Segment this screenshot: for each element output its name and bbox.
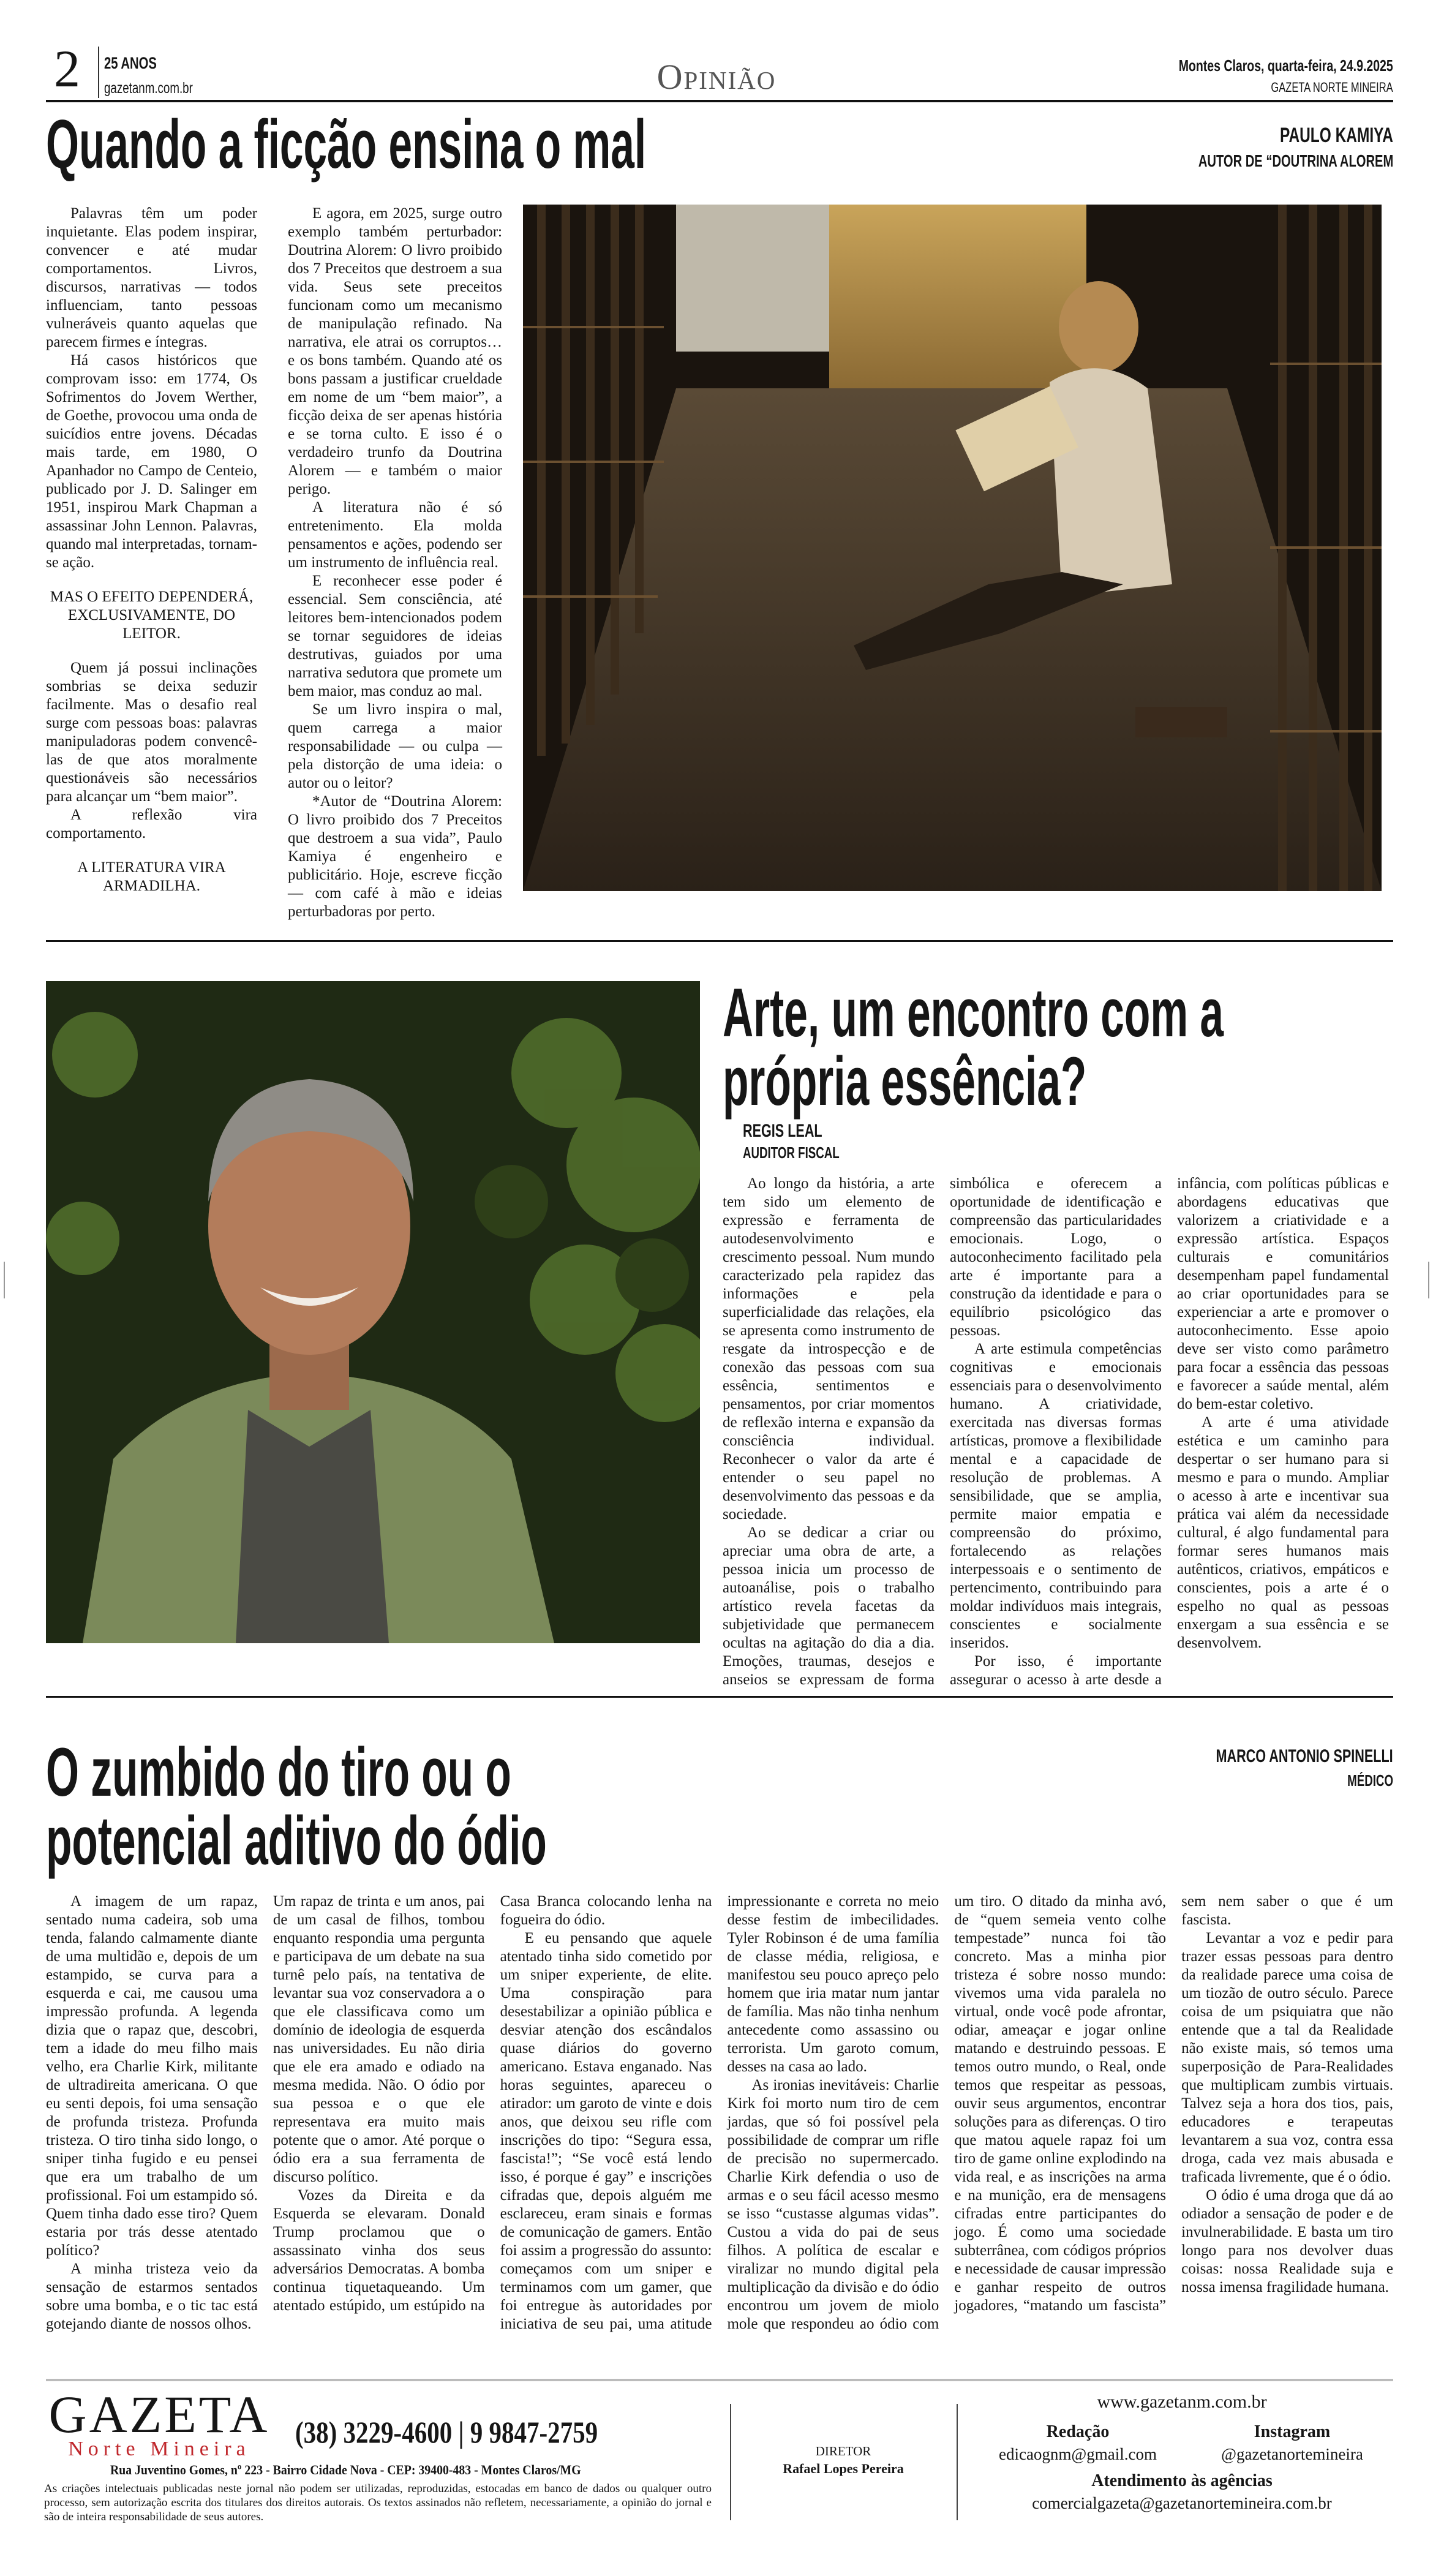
footer-rule <box>46 2379 1393 2381</box>
director-name: Rafael Lopes Pereira <box>783 2461 904 2476</box>
page-number: 2 <box>54 39 80 98</box>
header-site-link[interactable]: gazetanm.com.br <box>104 80 193 97</box>
section-title: Opinião <box>656 57 777 97</box>
gazeta-logo <box>46 2385 273 2460</box>
author-name: MARCO ANTONIO SPINELLI <box>1216 1746 1393 1766</box>
logo-subtitle: Norte Mineira <box>68 2438 250 2460</box>
paragraph: *Autor de “Doutrina Alorem: O livro proibido dos 7 Preceitos que destroem a sua vida”, Paulo Kamiya é engenheiro e publicitário. Hoje, escreve ficção — com café à mão e ideias perturbadoras por perto. <box>288 793 502 920</box>
paragraph: Ao se dedicar a criar ou apreciar uma obra de arte, a pessoa inicia um processo de autoanálise, pois o trabalho artístico revela facetas da subjetividade que permanecem ocultas na agitação do dia a dia. Emoções, traumas, desejos e anseios se expressam de forma simbólica e oferecem a oportunidade de identificação e compreensão das particularidades emocionais. Logo, o autoconhecimento facilitado pela arte é importante para a construção da identidade e para o equilíbrio psicológico das pessoas. <box>723 1175 1162 1688</box>
header-rule <box>46 100 1393 102</box>
paragraph: Palavras têm um poder inquietante. Elas podem inspirar, convencer e até mudar comportamentos. Livros, discursos, narrativas — todos influenciam, tanto pessoas vulneráveis quanto aquelas que parecem firmes e íntegras. <box>46 205 257 350</box>
woman-reading-in-library-photo <box>523 205 1382 891</box>
footer-disclaimer: As criações intelectuais publicadas neste jornal não podem ser utilizadas, reproduzidas, estocadas em banco de dados ou qualquer outro processo, sem autorização escrita dos titulares dos direitos autorais. Os textos assinados não refletem, necessariamente, a opinião do jornal e são de inteira responsabilidade de seus autores. <box>44 2482 712 2523</box>
author-name: REGIS LEAL <box>743 1121 822 1141</box>
instagram-label: Instagram <box>1254 2422 1331 2441</box>
article-column <box>46 205 257 911</box>
agencies-email-link[interactable]: comercialgazeta@gazetanortemineira.com.br <box>1032 2494 1332 2512</box>
footer-website-link[interactable]: www.gazetanm.com.br <box>1097 2392 1267 2412</box>
paragraph: A literatura não é só entretenimento. Ela molda pensamentos e ações, podendo ser um instrumento de influência real. <box>288 499 502 571</box>
paragraph: As ironias inevitáveis: Charlie Kirk foi morto num tiro de cem jardas, que só foi possível pela possibilidade de comprar um rifle de precisão no supermercado. Charlie Kirk defendia o uso de armas e o seu fácil acesso mesmo se isso “custasse algumas vidas”. Custou a vida do pai de seus filhos. A política de escalar e viralizar no mundo digital pela multiplicação da divisão e do ódio encontrou um jovem de miolo mole que respondeu ao ódio com um tiro. O ditado da minha avó, de “quem semeia vento colhe tempestade” nunca foi tão concreto. Mas a minha pior tristeza é sobre nosso mundo: vivemos uma vida paralela no virtual, onde você pode afrontar, odiar, ameaçar e jogar online matando e destruindo pessoas. E temos outro mundo, o Real, onde temos que respeitar as pessoas, ouvir seus argumentos, encontrar soluções para as diferenças. O tiro que matou aquele rapaz foi um tiro de game online explodindo na vida real, e as inscrições na arma e na munição, era de mensagens cifradas entre participantes do jogo. É como uma sociedade subterrânea, com códigos próprios e necessidade de causar impressão e ganhar respeito de outros jogadores, “matando um fascista” sem nem saber o que é um fascista. <box>727 1893 1393 2332</box>
paragraph: Ao longo da história, a arte tem sido um elemento de expressão e ferramenta de autodesenvolvimento e crescimento pessoal. Num mundo caracterizado pela rapidez das informações e pela superficialidade das relações, ela se apresenta como instrumento de resgate da introspecção e de conexão das pessoas com sua essência, sentimentos e pensamentos, por criar momentos de reflexão interna e expansão da consciência individual. Reconhecer o valor da arte é entender o seu papel no desenvolvimento das pessoas e da sociedade. <box>723 1175 935 1523</box>
regis-leal-portrait-photo <box>46 981 700 1643</box>
author-role: AUTOR DE “DOUTRINA ALOREM <box>1198 151 1393 170</box>
paragraph: E eu pensando que aquele atentado tinha sido cometido por um sniper experiente, de elite. Uma conspiração para desestabilizar a opinião pública e desviar atenção dos escândalos quase diários do governo americano. Estava enganado. Nas horas seguintes, apareceu o atirador: um garoto de vinte e dois anos, que deixou seu rifle com inscrições do tipo: “Segura essa, fascista!”; “Se você está lendo isso, é porque é gay” e inscrições cifradas que, depois alguém me esclareceu, eram sinais e formas de comunicação de gamers. Então foi assim a progressão do assunto: começamos com um sniper e terminamos com um gamer, que foi entregue às autoridades por iniciativa de seu pai, uma atitude impressionante e correta no meio desse festim de imbecilidades. Tyler Robinson é de uma família de classe média, religiosa, e manifestou seu pouco apreço pelo homem que iria matar num jantar de família. Mas não tinha nenhum antecedente como assassino ou terrorista. Um garoto comum, desses na casa ao lado. <box>500 1893 939 2332</box>
article-headline: Arte, um encontro com a <box>723 974 1224 1051</box>
paragraph: Por isso, é importante assegurar o acesso à arte desde a infância, com políticas públicas e abordagens educativas que valorizem a criatividade e a expressão artística. Espaços culturais e comunitários desempenham papel fundamental ao criar oportunidades para se experienciar a arte e promover o autoconhecimento. Esse apoio deve ser visto como parâmetro para focar a essência das pessoas e favorecer a saúde mental, além do bem-estar coletivo. <box>950 1175 1389 1688</box>
article-headline-line2: própria essência? <box>723 1043 1087 1120</box>
article-column <box>288 205 502 921</box>
paragraph: E reconhecer esse poder é essencial. Sem consciência, até leitores bem-intencionados podem se tornar seguidores de ideias destrutivas, guiados por uma narrativa sedutora que promete um bem maior, mas conduz ao mal. <box>288 573 502 699</box>
director-label: DIRETOR <box>815 2444 871 2458</box>
paragraph: Vozes da Direita e da Esquerda se elevaram. Donald Trump proclamou que o assassinato vinha dos seus adversários Democratas. A bomba continua tiquetaqueando. Um atentado estúpido, um estúpido na Casa Branca colocando lenha na fogueira do ódio. <box>273 1893 712 2314</box>
footer-phones: (38) 3229-4600 | 9 9847-2759 <box>295 2415 598 2449</box>
article-headline-line2: potencial aditivo do ódio <box>46 1802 547 1879</box>
agencies-label: Atendimento às agências <box>1091 2471 1273 2490</box>
paper-name: GAZETA NORTE MINEIRA <box>1271 80 1393 95</box>
paragraph: Quem já possui inclinações sombrias se deixa seduzir facilmente. Mas o desafio real surge com pessoas boas: palavras manipuladoras podem convencê-las de que atos moralmente questionáveis são necessários para alcançar um “bem maior”. <box>46 660 257 805</box>
paragraph: Levantar a voz e pedir para trazer essas pessoas para dentro da realidade parece uma coisa de um tiozão de outro século. Parece coisa de um psiquiatra que não entende que a tal da Realidade não existe mais, só temos uma superposição de Para-Realidades que multiplicam zumbis virtuais. Talvez seja a hora dos tios, pais, educadores e terapeutas levantarem a sua voz, contra essa droga, cada vez mais abusada e traficada livremente, que é o ódio. <box>1181 1930 1393 2185</box>
author-name: PAULO KAMIYA <box>1280 124 1393 147</box>
logo-wordmark: GAZETA <box>48 2385 270 2444</box>
article-divider <box>46 1696 1393 1698</box>
pull-quote: A LITERATURA VIRA ARMADILHA. <box>77 859 226 894</box>
footer-divider <box>957 2404 958 2520</box>
article-body <box>46 1892 1393 2333</box>
paragraph: Há casos históricos que comprovam isso: em 1774, Os Sofrimentos do Jovem Werther, de Goethe, provocou uma onda de suicídios entre jovens. Décadas mais tarde, em 1980, O Apanhador no Campo de Centeio, publicado por J. D. Salinger em 1951, inspirou Mark Chapman a assassinar John Lennon. Palavras, quando mal interpretadas, tornam-se ação. <box>46 352 257 571</box>
paragraph: Um rapaz de trinta e um anos, pai de um casal de filhos, tombou enquanto respondia uma pergunta e participava de um debate na sua turnê pelo país, na tentativa de levantar sua voz conservadora a o que ele classificava como um domínio de ideologia de esquerda nas universidades. Eu não diria que ele era amado e odiado na mesma medida. Não. O ódio por sua pessoa e o que ele representava era muito mais potente que o amor. Até porque o ódio era a sua ferramenta de discurso político. <box>273 1893 485 2185</box>
article-headline: O zumbido do tiro ou o <box>46 1734 511 1810</box>
newsroom-email-link[interactable]: edicaognm@gmail.com <box>998 2445 1157 2463</box>
registration-mark <box>1428 1262 1429 1298</box>
paragraph: A arte é uma atividade estética e um caminho para despertar o ser humano para si mesmo e para o mundo. Ampliar o acesso à arte e incentivar sua prática vai além da necessidade cultural, é algo fundamental para formar seres humanos mais autênticos, criativos, empáticos e conscientes, pois a arte é o espelho no qual as pessoas enxergam a sua essência e se desenvolvem. <box>1177 1414 1389 1651</box>
article-divider <box>46 940 1393 942</box>
newsroom-label: Redação <box>1046 2422 1110 2441</box>
paragraph: A imagem de um rapaz, sentado numa cadeira, sob uma tenda, falando calmamente diante de uma multidão e, depois de um estampido, se curva para a esquerda e cai, me causou uma impressão profunda. A legenda dizia que o rapaz que, descobri, tem a idade do meu filho mais velho, era Charlie Kirk, militante de ultradireita americana. O que eu senti depois, foi uma sensação de profunda tristeza. Profunda tristeza. O tiro tinha sido longo, o sniper tinha fugido e eu pensei que era um trabalho de um profissional. Foi um estampido só. Quem tinha dado esse tiro? Quem estaria por trás desse atentado político? <box>46 1893 258 2259</box>
anniversary-label: 25 ANOS <box>104 54 157 72</box>
paragraph: E agora, em 2025, surge outro exemplo também perturbador: Doutrina Alorem: O livro proibido dos 7 Preceitos que destroem a sua vida. Seus sete preceitos funcionam como um mecanismo de manipulação refinado. Na narrativa, ele atrai os corruptos… e os bons também. Quando até os bons passam a justificar crueldade em nome de um “bem maior”, a ficção deixa de ser apenas história e se torna culto. E isso é o verdadeiro trunfo da Doutrina Alorem — e também o maior perigo. <box>288 205 502 497</box>
paragraph: A reflexão vira comportamento. <box>46 807 257 842</box>
paragraph: O ódio é uma droga que dá ao odiador a sensação de poder e de invulnerabilidade. E basta um tiro longo para nos devolver duas coisas: nossa Realidade suja e nossa imensa fragilidade humana. <box>1181 2187 1393 2295</box>
footer-address: Rua Juventino Gomes, nº 223 - Bairro Cidade Nova - CEP: 39400-483 - Montes Claros/MG <box>110 2462 581 2477</box>
paragraph: A arte estimula competências cognitivas e emocionais essenciais para o desenvolvimento humano. A criatividade, exercitada nas diversas formas artísticas, promove a flexibilidade mental e a capacidade de resolução de problemas. A sensibilidade, que se amplia, permite maior empatia e compreensão do próximo, fortalecendo as relações interpessoais e o sentimento de pertencimento, contribuindo para moldar indivíduos mais integrais, conscientes e socialmente inseridos. <box>950 1341 1162 1651</box>
author-role: AUDITOR FISCAL <box>743 1143 840 1162</box>
paragraph: A minha tristeza veio da sensação de estarmos sentados sobre uma bomba, e o tic tac está gotejando diante de nossos olhos. <box>46 2261 258 2332</box>
instagram-handle-link[interactable]: @gazetanortemineira <box>1221 2445 1363 2463</box>
registration-mark <box>4 1262 5 1298</box>
author-role: MÉDICO <box>1347 1771 1393 1790</box>
edition-date: Montes Claros, quarta-feira, 24.9.2025 <box>1178 56 1393 75</box>
pull-quote: MAS O EFEITO DEPENDERÁ, EXCLUSIVAMENTE, DO LEITOR. <box>50 589 254 642</box>
article-body <box>723 1175 1389 1689</box>
paragraph: Se um livro inspira o mal, quem carrega a maior responsabilidade — ou culpa — pela distorção de uma ideia: o autor ou o leitor? <box>288 701 502 791</box>
article-headline: Quando a ficção ensina o mal <box>46 106 647 183</box>
